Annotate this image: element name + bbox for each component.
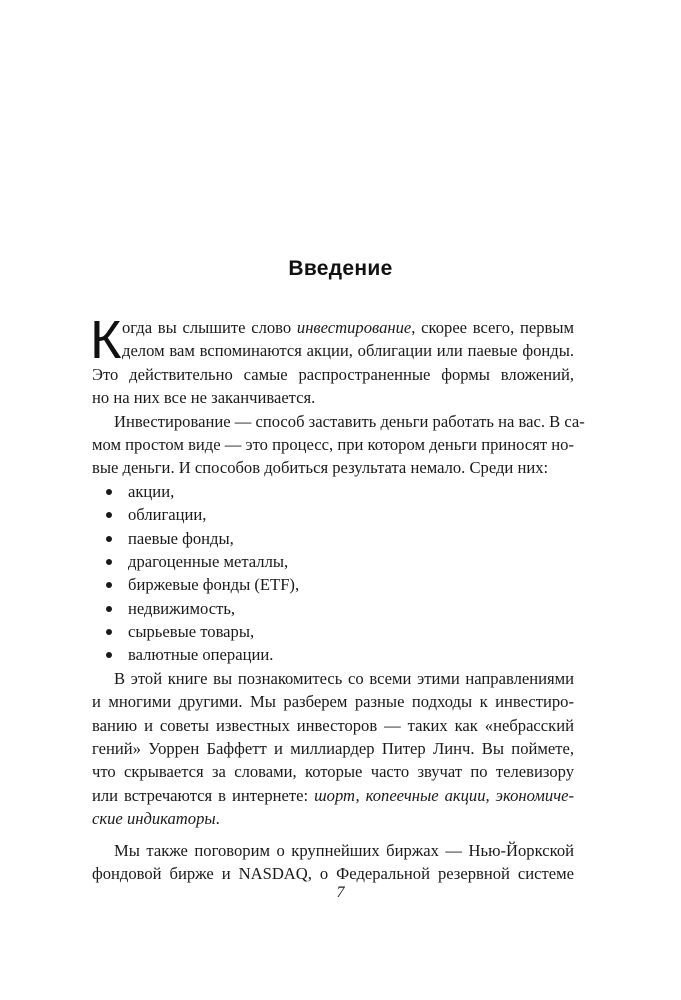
paragraph-3 <box>92 667 574 831</box>
list-item: недвижимость, <box>92 597 574 620</box>
text-line: делом вам вспоминаются акции, облигации или паевые фонды. <box>122 341 574 361</box>
text-line: ванию и советы известных инвесторов — таких как «небрасский <box>92 715 574 735</box>
drop-cap: К <box>90 310 122 370</box>
list-item: валютные операции. <box>92 643 574 666</box>
bullet-icon <box>106 629 112 635</box>
bullet-icon <box>106 582 112 588</box>
bullet-icon <box>106 606 112 612</box>
text-line: что скрывается за словами, которые часто звучат по телевизору <box>92 762 574 782</box>
text-line: гений» Уоррен Баффетт и миллиардер Питер Линч. Вы поймете, <box>92 739 574 759</box>
text-line: вые деньги. И способов добиться результата немало. Среди них: <box>92 458 549 478</box>
paragraph-1 <box>90 310 574 410</box>
paragraph-4 <box>92 839 574 886</box>
text-line: Инвестирование — способ заставить деньги работать на вас. В са- <box>114 411 585 431</box>
bullet-icon <box>106 536 112 542</box>
body-text <box>90 310 585 885</box>
text-line: огда вы слышите слово инвестирование, скорее всего, первым <box>122 318 574 337</box>
page-number: 7 <box>336 884 345 901</box>
investment-types-list <box>92 480 574 667</box>
list-item: драгоценные металлы, <box>92 550 574 573</box>
text-line: фондовой бирже и NASDAQ, о Федеральной резервной системе <box>92 863 574 883</box>
text-line: но на них все не заканчивается. <box>92 388 316 408</box>
text-line: В этой книге вы познакомитесь со всеми этими направлениями <box>114 668 574 688</box>
text-line: и многими другими. Мы разберем разные подходы к инвестиро- <box>92 692 574 712</box>
bullet-icon <box>106 512 112 518</box>
chapter-title: Введение <box>288 257 393 280</box>
text-line: или встречаются в интернете: шорт, копеечные акции, экономиче- <box>92 785 575 805</box>
list-item: паевые фонды, <box>92 527 574 550</box>
list-item: акции, <box>92 480 574 503</box>
list-item: биржевые фонды (ETF), <box>92 573 574 596</box>
bullet-icon <box>106 489 112 495</box>
text-line: Мы также поговорим о крупнейших биржах — Нью-Йоркской <box>114 840 574 860</box>
text-line: ские индикаторы. <box>92 809 220 829</box>
paragraph-2 <box>92 410 585 480</box>
bullet-icon <box>106 652 112 658</box>
list-item: облигации, <box>92 503 574 526</box>
list-item: сырьевые товары, <box>92 620 574 643</box>
bullet-icon <box>106 559 112 565</box>
text-line: мом простом виде — это процесс, при котором деньги приносят но- <box>92 434 574 454</box>
text-line: Это действительно самые распространенные формы вложений, <box>92 364 574 384</box>
